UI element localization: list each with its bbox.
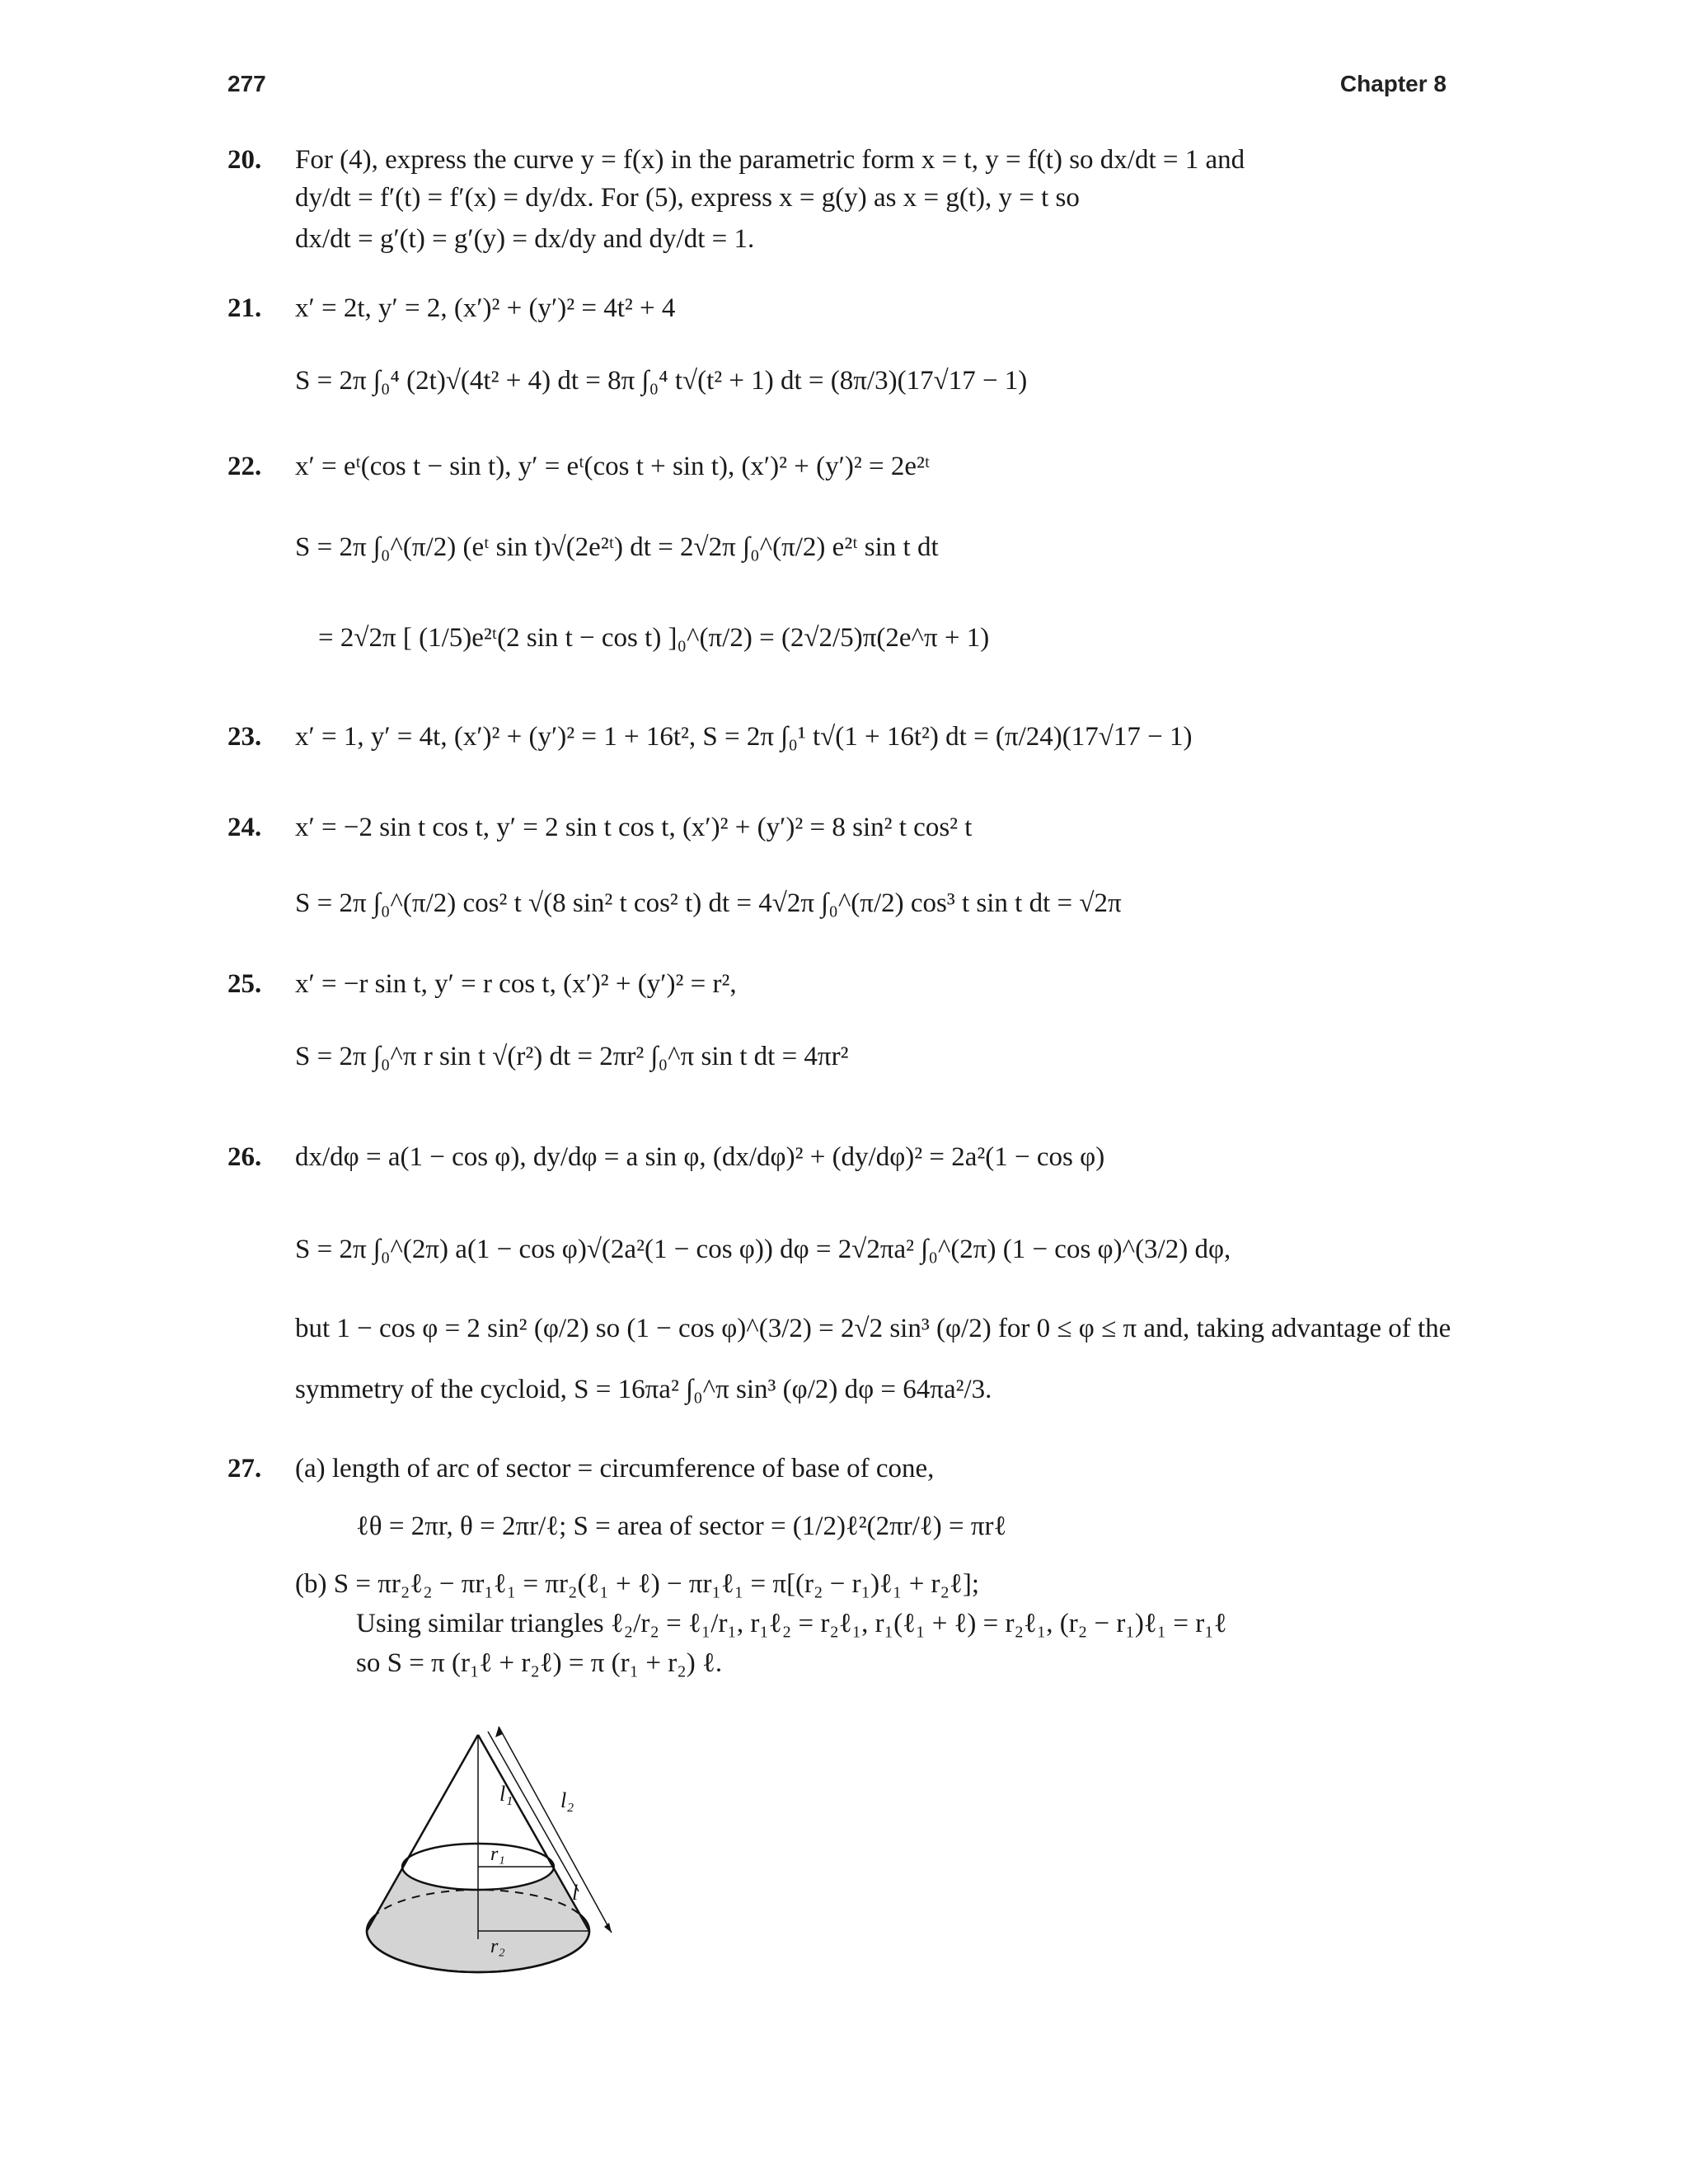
problem-line: (a) length of arc of sector = circumference of base of cone, [295,1454,935,1483]
equation-line: S = 2π ∫₀⁴ (2t)√(4t² + 4) dt = 8π ∫₀⁴ t√(t² + 1) dt = (8π/3)(17√17 − 1) [295,366,1028,396]
equation-line: S = 2π ∫₀^π r sin t √(r²) dt = 2πr² ∫₀^π sin t dt = 4πr² [295,1042,849,1071]
problem-number: 23. [227,722,262,752]
label-r2: r₂ [490,1936,505,1957]
problem-line: (b) S = πr₂ℓ₂ − πr₁ℓ₁ = πr₂(ℓ₁ + ℓ) − πr₁ℓ₁ = π[(r₂ − r₁)ℓ₁ + r₂ℓ]; [295,1569,980,1599]
problem-line: dx/dt = g′(t) = g′(y) = dx/dy and dy/dt = 1. [295,224,755,254]
label-l1: l₁ [499,1782,513,1806]
problem-line: dy/dt = f′(t) = f′(x) = dy/dx. For (5), express x = g(y) as x = g(t), y = t so [295,183,1080,213]
problem-number: 27. [227,1454,262,1483]
equation-line: S = 2π ∫₀^(2π) a(1 − cos φ)√(2a²(1 − cos φ)) dφ = 2√2πa² ∫₀^(2π) (1 − cos φ)^(3/2) dφ, [295,1235,1231,1264]
label-r1: r₁ [490,1844,505,1865]
problem-line: For (4), express the curve y = f(x) in the parametric form x = t, y = f(t) so dx/dt = 1 and [295,145,1245,175]
problem-number: 20. [227,145,262,175]
problem-line: Using similar triangles ℓ₂/r₂ = ℓ₁/r₁, r₁ℓ₂ = r₂ℓ₁, r₁(ℓ₁ + ℓ) = r₂ℓ₁, (r₂ − r₁)ℓ₁ = r₁ℓ [356,1609,1227,1638]
problem-line: so S = π (r₁ℓ + r₂ℓ) = π (r₁ + r₂) ℓ. [356,1648,723,1678]
problem-line: x′ = 2t, y′ = 2, (x′)² + (y′)² = 4t² + 4 [295,293,676,323]
equation-line: S = 2π ∫₀^(π/2) cos² t √(8 sin² t cos² t) dt = 4√2π ∫₀^(π/2) cos³ t sin t dt = √2π [295,888,1122,918]
problem-line: symmetry of the cycloid, S = 16πa² ∫₀^π sin³ (φ/2) dφ = 64πa²/3. [295,1375,992,1404]
problem-number: 22. [227,452,262,481]
chapter-title: Chapter 8 [1339,71,1447,96]
label-l2: l₂ [560,1788,574,1812]
page-number: 277 [227,71,266,96]
arrow-head [604,1923,612,1933]
problem-number: 21. [227,293,262,323]
problem-line: x′ = eᵗ(cos t − sin t), y′ = eᵗ(cos t + sin t), (x′)² + (y′)² = 2e²ᵗ [295,452,931,481]
cone-frustum-diagram [354,1710,626,1990]
problem-line: x′ = −r sin t, y′ = r cos t, (x′)² + (y′)² = r², [295,969,737,999]
problem-number: 24. [227,813,262,842]
equation-line: = 2√2π [ (1/5)e²ᵗ(2 sin t − cos t) ]₀^(π/2) = (2√2/5)π(2e^π + 1) [318,623,990,653]
equation-line: S = 2π ∫₀^(π/2) (eᵗ sin t)√(2e²ᵗ) dt = 2√2π ∫₀^(π/2) e²ᵗ sin t dt [295,532,939,562]
problem-line: x′ = 1, y′ = 4t, (x′)² + (y′)² = 1 + 16t², S = 2π ∫₀¹ t√(1 + 16t²) dt = (π/24)(17√17 − 1) [295,722,1193,752]
label-l: l [572,1881,579,1905]
problem-line: dx/dφ = a(1 − cos φ), dy/dφ = a sin φ, (dx/dφ)² + (dy/dφ)² = 2a²(1 − cos φ) [295,1142,1105,1172]
problem-line: x′ = −2 sin t cos t, y′ = 2 sin t cos t, (x′)² + (y′)² = 8 sin² t cos² t [295,813,973,842]
problem-line: but 1 − cos φ = 2 sin² (φ/2) so (1 − cos φ)^(3/2) = 2√2 sin³ (φ/2) for 0 ≤ φ ≤ π and, taking advantage of the [295,1314,1451,1343]
equation-line: ℓθ = 2πr, θ = 2πr/ℓ; S = area of sector = (1/2)ℓ²(2πr/ℓ) = πrℓ [356,1511,1007,1541]
problem-number: 25. [227,969,262,999]
problem-number: 26. [227,1142,262,1172]
